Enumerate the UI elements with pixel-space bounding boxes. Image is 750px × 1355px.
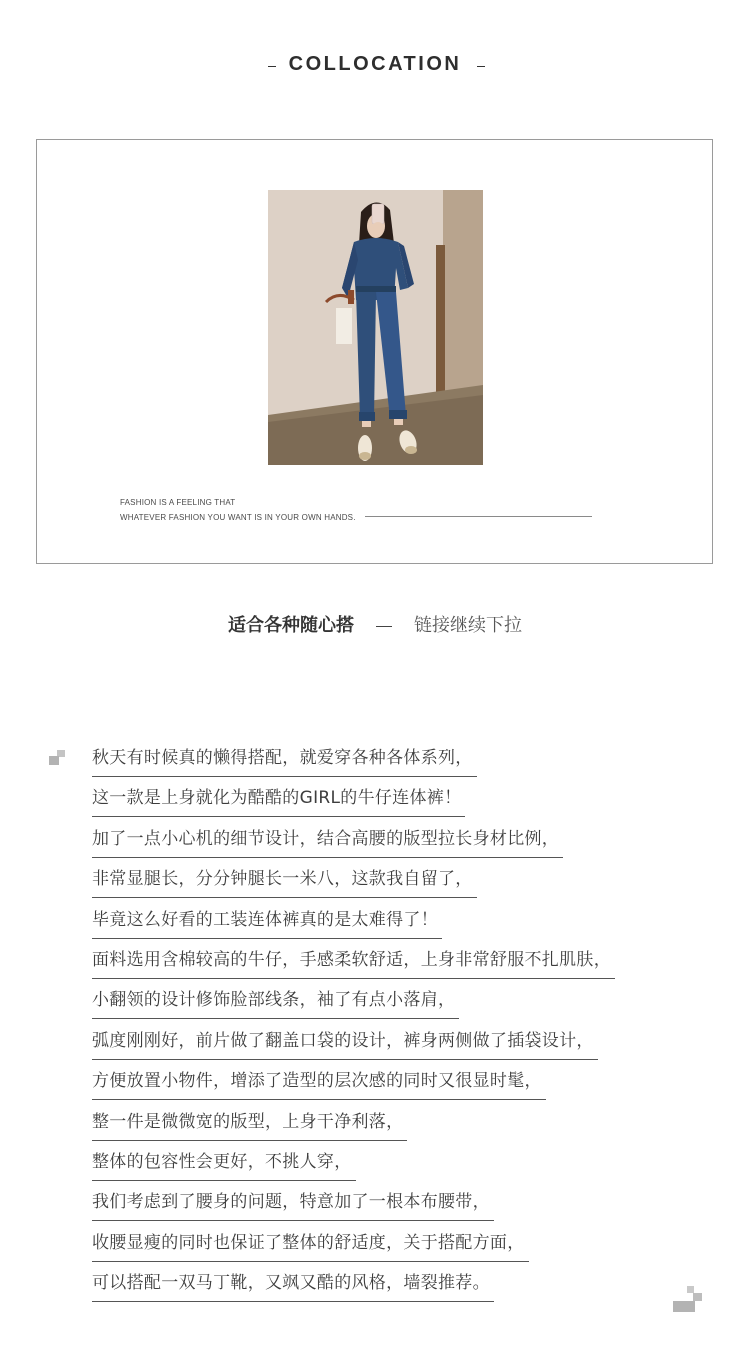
description-line: 非常显腿长，分分钟腿长一米八，这款我自留了， — [92, 863, 477, 903]
description-line: 收腰显瘦的同时也保证了整体的舒适度，关于搭配方面， — [92, 1227, 529, 1267]
header-dash-left — [268, 66, 276, 67]
description-line: 弧度刚刚好，前片做了翻盖口袋的设计，裤身两侧做了插袋设计， — [92, 1025, 598, 1065]
description-line: 秋天有时候真的懒得搭配，就爱穿各种各体系列， — [92, 742, 477, 782]
description-line: 面料选用含棉较高的牛仔，手感柔软舒适，上身非常舒服不扎肌肤， — [92, 944, 615, 984]
description-line: 加了一点小心机的细节设计，结合高腰的版型拉长身材比例， — [92, 823, 563, 863]
pixel-squares-icon — [49, 750, 66, 766]
description-line: 整体的包容性会更好，不挑人穿， — [92, 1146, 356, 1186]
section-title: COLLOCATION — [288, 53, 462, 75]
model-photo — [268, 190, 483, 465]
description-line: 小翻领的设计修饰脸部线条，袖了有点小落肩， — [92, 984, 459, 1024]
subheading-right: 链接继续下拉 — [414, 615, 522, 636]
description-line: 整一件是微微宽的版型，上身干净利落， — [92, 1106, 407, 1146]
description-lines — [92, 742, 692, 1307]
section-header — [0, 50, 750, 80]
header-dash-right — [477, 66, 485, 67]
description-line: 可以搭配一双马丁靴，又飒又酷的风格，墙裂推荐。 — [92, 1267, 494, 1307]
description-line: 方便放置小物件，增添了造型的层次感的同时又很显时髦， — [92, 1065, 546, 1105]
pixel-steps-icon — [673, 1286, 703, 1313]
photo-frame — [36, 139, 713, 564]
subheading — [0, 612, 750, 640]
subheading-separator — [376, 626, 392, 627]
description-line: 毕竟这么好看的工装连体裤真的是太难得了！ — [92, 904, 442, 944]
description-line: 这一款是上身就化为酷酷的GIRL的牛仔连体裤！ — [92, 782, 465, 822]
description-line: 我们考虑到了腰身的问题，特意加了一根本布腰带， — [92, 1186, 494, 1226]
tagline-line-1: FASHION IS A FEELING THAT — [120, 498, 236, 507]
subheading-left: 适合各种随心搭 — [228, 615, 354, 636]
tagline-line-2: WHATEVER FASHION YOU WANT IS IN YOUR OWN HANDS. — [120, 513, 356, 522]
tagline-rule — [365, 516, 592, 517]
fashion-tagline — [120, 495, 356, 525]
